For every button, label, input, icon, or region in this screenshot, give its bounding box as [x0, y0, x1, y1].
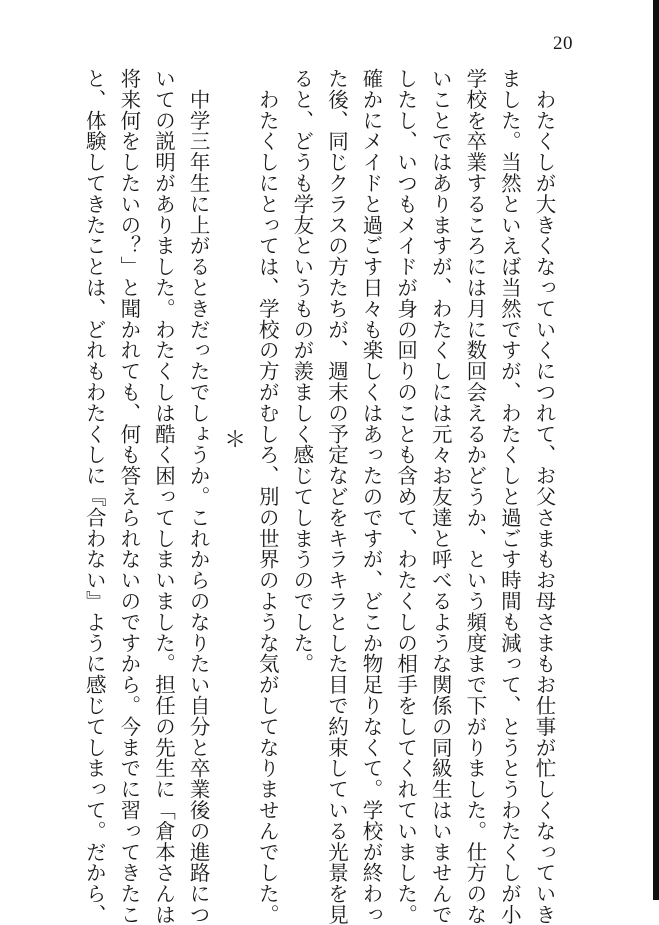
page-edge-bar	[653, 0, 659, 900]
text-line: したし、いつもメイドが身の回りのことも含めて、わたくしの相手をしてくれていました。	[393, 68, 418, 925]
text-line: ると、どうも学友というものが羨ましく感じてしまうのでした。	[289, 68, 314, 675]
text-line: いことではありますが、わたくしには元々お友達と呼べるような関係の同級生はいませんで	[428, 68, 453, 925]
text-line: 中学三年生に上がるときだったでしょうか。これからのなりたい自分と卒業後の進路につ	[186, 68, 211, 925]
section-separator: ＊	[220, 428, 246, 451]
text-line: わたくしが大きくなっていくにつれて、お父さまもお母さまもお仕事が忙しくなっていき	[532, 68, 556, 925]
text-line: 確かにメイドと過ごす日々も楽しくはあったのですが、どこか物足りなくて。学校が終わっ	[359, 68, 384, 925]
text-line: 学校を卒業するころには月に数回会えるかどうか、という頻度まで下がりました。仕方のな	[462, 68, 487, 925]
text-line: わたくしにとっては、学校の方がむしろ、別の世界のような気がしてなりませんでした。	[255, 68, 280, 925]
text-line: と、体験してきたことは、どれもわたくしに『合わない』ように感じてしまって。だから、	[82, 68, 107, 925]
page-number: 20	[553, 33, 573, 54]
vertical-text-body	[77, 68, 561, 925]
text-line: いての説明がありました。わたくしは酷く困ってしまいました。担任の先生に「倉本さんは	[151, 68, 176, 925]
text-line: た後、同じクラスの方たちが、週末の予定などをキラキラとした目で約束している光景を見	[324, 68, 349, 925]
text-line: ました。当然といえば当然ですが、わたくしと過ごす時間も減って、とうとうわたくしが小	[497, 68, 522, 925]
text-line: 将来何をしたいの？」と聞かれても、何も答えられないのですから。今までに習ってきたこ	[116, 68, 141, 925]
